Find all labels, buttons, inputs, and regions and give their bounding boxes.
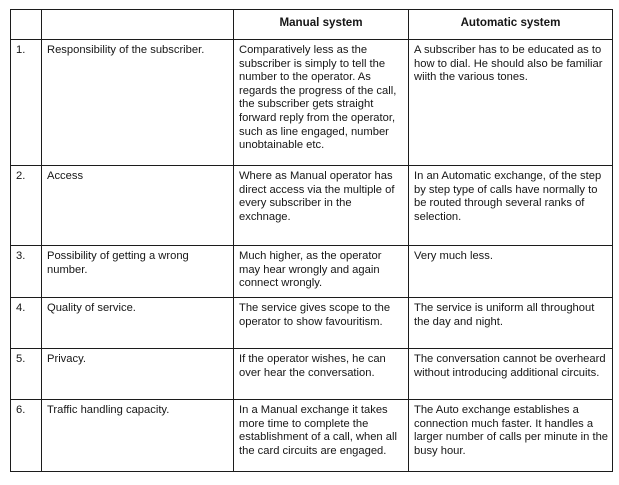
table-header-row <box>11 10 613 40</box>
table-row <box>11 349 613 400</box>
row-number: 5. <box>11 349 42 400</box>
row-manual <box>234 400 409 472</box>
row-automatic-text: Very much less. <box>414 250 493 262</box>
row-aspect-text: Possibility of getting a wrong number. <box>47 250 189 276</box>
row-number: 2. <box>11 166 42 246</box>
row-manual-text: The service gives scope to the operator to show favouritism. <box>239 302 391 328</box>
row-automatic-text: In an Automatic exchange, of the step by step type of calls have normally to be routed through several ranks of selection. <box>414 170 602 223</box>
header-blank-number <box>11 10 42 40</box>
header-blank-aspect <box>42 10 234 40</box>
row-number: 1. <box>11 40 42 166</box>
row-manual-text: Much higher, as the operator may hear wrongly and again connect wrongly. <box>239 250 382 290</box>
table-row <box>11 246 613 298</box>
row-aspect-text: Responsibility of the subscriber. <box>47 44 205 56</box>
row-aspect-text: Traffic handling capacity. <box>47 404 170 416</box>
row-manual-text: Where as Manual operator has direct access via the multiple of every subscriber in the exchnage. <box>239 170 395 223</box>
row-automatic <box>409 298 613 349</box>
row-aspect-text: Quality of service. <box>47 302 136 314</box>
row-manual <box>234 40 409 166</box>
row-manual <box>234 298 409 349</box>
table-row <box>11 166 613 246</box>
row-aspect <box>42 349 234 400</box>
header-manual-system: Manual system <box>234 10 409 40</box>
row-aspect <box>42 298 234 349</box>
row-automatic <box>409 40 613 166</box>
row-manual <box>234 246 409 298</box>
row-aspect <box>42 246 234 298</box>
comparison-table <box>10 9 613 472</box>
row-automatic <box>409 166 613 246</box>
row-automatic-text: The Auto exchange establishes a connection much faster. It handles a larger number of calls per minute in the busy hour. <box>414 404 609 457</box>
row-number: 4. <box>11 298 42 349</box>
row-manual-text: In a Manual exchange it takes more time to complete the establishment of a call, when all the card circuits are engaged. <box>239 404 397 457</box>
table-row <box>11 298 613 349</box>
row-automatic-text: The service is uniform all throughout the day and night. <box>414 302 595 328</box>
table-row <box>11 40 613 166</box>
row-aspect <box>42 40 234 166</box>
row-number: 6. <box>11 400 42 472</box>
row-aspect-text: Privacy. <box>47 353 86 365</box>
row-automatic <box>409 400 613 472</box>
row-automatic-text: The conversation cannot be overheard without introducing additional circuits. <box>414 353 606 379</box>
row-automatic-text: A subscriber has to be educated as to how to dial. He should also be familiar wiith the various tones. <box>414 44 603 84</box>
row-manual-text: If the operator wishes, he can over hear the conversation. <box>239 353 386 379</box>
row-manual <box>234 166 409 246</box>
row-automatic <box>409 246 613 298</box>
row-manual-text: Comparatively less as the subscriber is simply to tell the number to the operator. As regards the progress of the call, the subscriber gets straight forward reply from the operator, such as line engaged, number unobtainable etc. <box>239 44 397 152</box>
row-aspect <box>42 400 234 472</box>
header-automatic-system: Automatic system <box>409 10 613 40</box>
row-number: 3. <box>11 246 42 298</box>
row-aspect-text: Access <box>47 170 84 182</box>
table-row <box>11 400 613 472</box>
row-automatic <box>409 349 613 400</box>
row-aspect <box>42 166 234 246</box>
row-manual <box>234 349 409 400</box>
